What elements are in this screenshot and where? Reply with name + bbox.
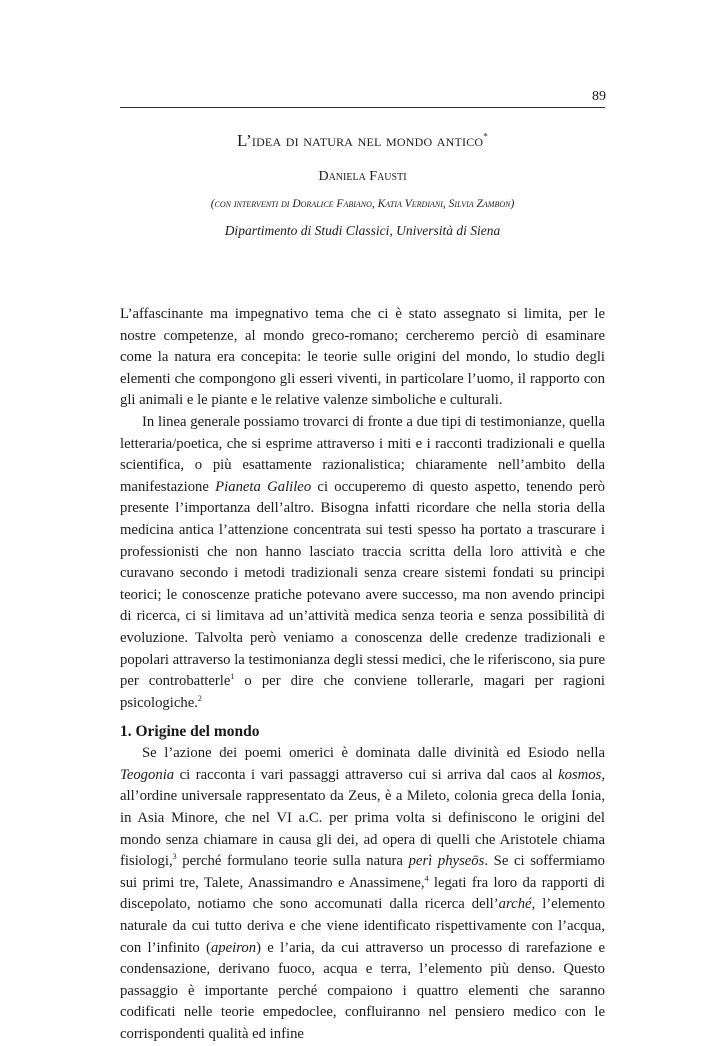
p3-b: Teogonia — [120, 766, 175, 783]
title-text: L’idea di natura nel mondo antico — [236, 131, 484, 150]
p3-m: ) e l’aria, da cui attraverso un processo di rarefazione e condensazione, derivano fuoco, acqua e terra, l’elemento più denso. Questo passaggio è importante perché compaiono i quattro elementi che saranno codificati nelle teorie empedoclee, confluiranno nel pensiero medico con le corrispondenti qualità ed infine — [120, 939, 605, 1042]
footnote-ref-1[interactable]: 1 — [230, 672, 235, 682]
p3-j: arché — [498, 896, 532, 913]
author-name: Daniela Fausti — [318, 169, 407, 184]
footnote-ref-3[interactable]: 3 — [172, 852, 177, 862]
section-heading-1: 1. Origine del mondo — [120, 723, 260, 741]
page-number: 89 — [592, 89, 606, 104]
body-text — [120, 304, 605, 1046]
paragraph-2 — [120, 412, 605, 714]
article-title — [120, 131, 605, 151]
p2-italic: Pianeta Galileo — [215, 478, 312, 495]
footnote-ref-2[interactable]: 2 — [197, 693, 202, 703]
p3-c: ci racconta i vari passaggi attraverso cui si arriva dal caos al — [174, 766, 559, 783]
p3-k: , l’elemento naturale da cui tutto deriva e che viene identificato rispettivamente con l’acqua, con l’infinito ( — [120, 896, 605, 956]
paragraph-3 — [120, 743, 605, 1045]
paragraph-1: L’affascinante ma impegnativo tema che ci è stato assegnato si limita, per le nostre competenze, al mondo greco-romano; cercheremo perciò di esaminare come la natura era concepita: le teorie sulle origini del mondo, lo studio degli elementi che compongono gli esseri viventi, in particolare l’uomo, il rapporto con gli animali e le piante e le relative valenze simboliche e culturali. — [120, 306, 605, 409]
p3-g: perì physeōs — [408, 853, 485, 870]
title-footnote-mark: * — [483, 131, 488, 142]
p3-h: . Se ci soffermiamo sui primi tre, Talete, Anassimandro e Anassimene, — [120, 853, 605, 891]
footnote-ref-4[interactable]: 4 — [424, 873, 429, 883]
contributors: (con interventi di Doralice Fabiano, Katia Verdiani, Silvia Zambon) — [210, 198, 515, 210]
affiliation: Dipartimento di Studi Classici, Università di Siena — [224, 223, 501, 238]
p2-d: o per dire che conviene tollerarle, magari per ragioni psicologiche. — [120, 673, 606, 711]
p3-a: Se l’azione dei poemi omerici è dominata dalle divinità ed Esiodo nella — [142, 745, 605, 762]
p3-i: legati fra loro da rapporti di discepolato, notiamo che sono accomunati dalla ricerca dell’ — [120, 874, 605, 913]
p3-l: apeiron — [210, 939, 257, 956]
p3-f: perché formulano teorie sulla natura — [176, 853, 409, 870]
p3-e: , all’ordine universale rappresentato da Zeus, è a Mileto, colonia greca della Ionia, in Asia Minore, che nel VI a.C. per prima volta si definiscono le origini del mondo senza chiamare in causa gli dei, ad opera di quelli che Aristotele chiama fisiologi, — [120, 766, 605, 870]
p2-a: In linea generale possiamo trovarci di fronte a due tipi di testimonianze, quella letteraria/poetica, che si esprime attraverso i miti e i racconti tradizionali e quella scientifica, o più esattamente razionalistica; chiaramente nell’ambito della manifestazione — [120, 413, 605, 495]
header-rule — [120, 107, 605, 108]
p2-c: ci occuperemo di questo aspetto, tenendo però presente l’importanza dell’altro. Bisogna infatti ricordare che nella storia della medicina antica l’attenzione concentrata sui testi spesso ha portato a trascurare i professionisti che non hanno lasciato traccia scritta della loro attività e che curavano secondo i metodi tradizionali senza creare sistemi fondati su principi teorici; le conoscenze pratiche potevano avere successo, ma non avendo principi di ricerca, ci si limitava ad un’attività medica senza teoria e senza possibilità di evoluzione. Talvolta però veniamo a conoscenza delle credenze tradizionali e popolari attraverso la testimonianza degli stessi medici, che le riferiscono, sia pure per controbatterle — [120, 478, 605, 690]
p3-d: kosmos — [558, 766, 602, 783]
